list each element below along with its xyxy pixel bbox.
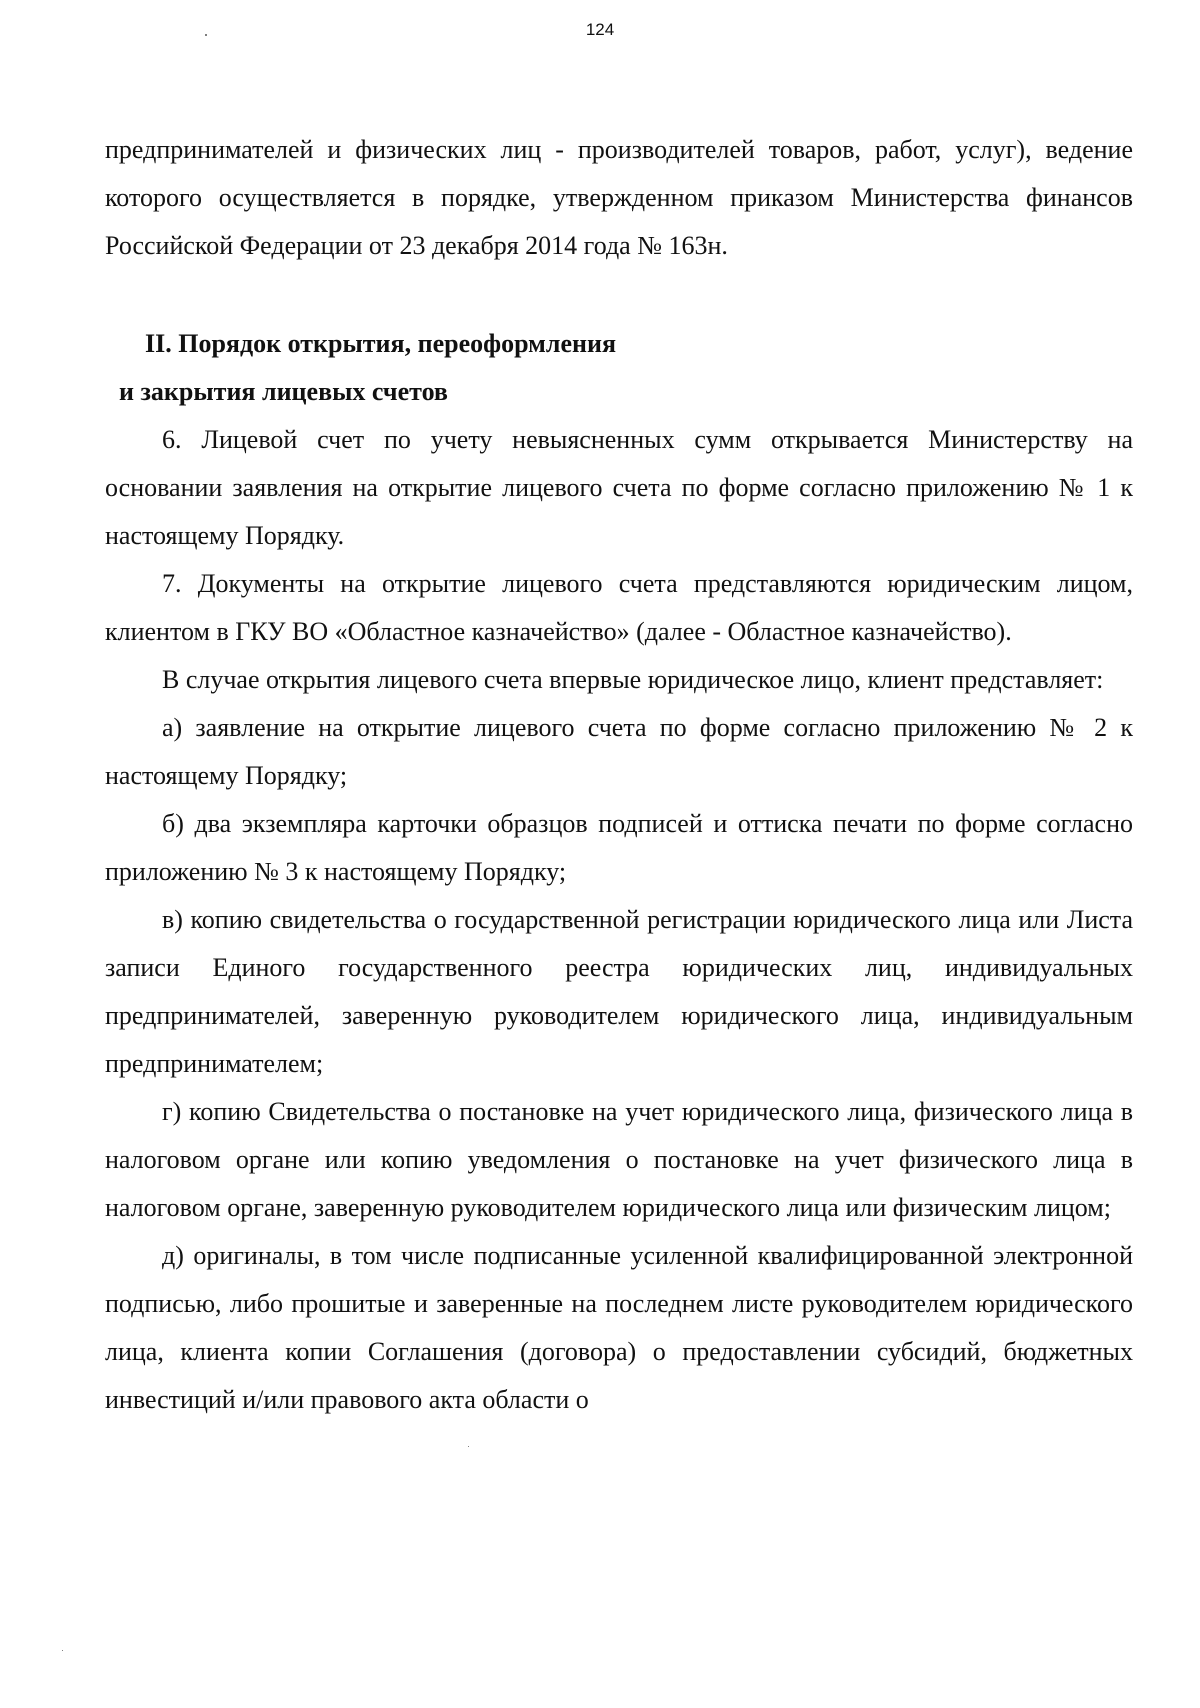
scan-speck [62,1650,63,1651]
page-number: 124 [585,20,615,39]
section-heading-line-1: II. Порядок открытия, переоформления [145,329,617,358]
paragraph-item-7: 7. Документы на открытие лицевого счета представляются юридическим лицом, клиентом в ГКУ ВО «Областное казначейство» (далее - Областное казначейство). [105,569,1133,646]
scan-speck [468,1446,469,1447]
section-heading-line-2: и закрытия лицевых счетов [119,377,448,406]
paragraph-item-6: 6. Лицевой счет по учету невыясненных сумм открывается Министерству на основании заявления на открытие лицевого счета по форме согласно приложению № 1 к настоящему Порядку. [105,425,1133,550]
list-item-a: а) заявление на открытие лицевого счета по форме согласно приложению № 2 к настоящему Порядку; [105,713,1133,790]
intro-block [105,126,1133,270]
paragraph-first-opening: В случае открытия лицевого счета впервые юридическое лицо, клиент представляет: [162,665,1104,694]
list-item-g: г) копию Свидетельства о постановке на учет юридического лица, физического лица в налоговом органе или копию уведомления о постановке на учет физического лица в налоговом органе, заверенную руководителем юридического лица или физическим лицом; [105,1097,1133,1222]
intro-paragraph: предпринимателей и физических лиц - производителей товаров, работ, услуг), ведение которого осуществляется в порядке, утвержденном приказом Министерства финансов Российской Федерации от 23 декабря 2014 года № 163н. [105,135,1133,260]
list-item-d: д) оригиналы, в том числе подписанные усиленной квалифицированной электронной подписью, либо прошитые и заверенные на последнем листе руководителем юридического лица, клиента копии Соглашения (договора) о предоставлении субсидий, бюджетных инвестиций и/или правового акта области о [105,1241,1133,1414]
section-block [105,320,1133,1424]
list-item-b: б) два экземпляра карточки образцов подписей и оттиска печати по форме согласно приложению № 3 к настоящему Порядку; [105,809,1133,886]
scan-speck [205,34,207,36]
list-item-v: в) копию свидетельства о государственной регистрации юридического лица или Листа записи Единого государственного реестра юридических лиц, индивидуальных предпринимателей, заверенную руководителем юридического лица, индивидуальным предпринимателем; [105,905,1133,1078]
